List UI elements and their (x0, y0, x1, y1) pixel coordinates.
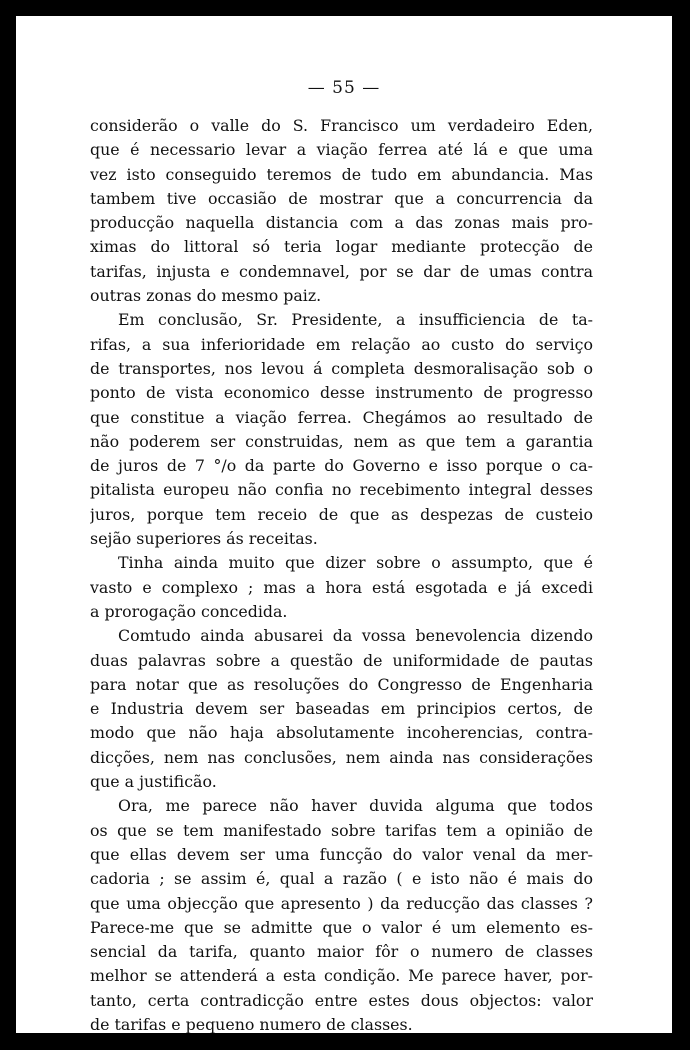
text-line: Tinha ainda muito que dizer sobre o assumpto, que é (118, 553, 593, 573)
text-line: Ora, me parece não haver duvida alguma que todos (118, 796, 593, 816)
paragraph (90, 551, 593, 624)
text-line: duas palavras sobre a questão de uniformidade de pautas (90, 650, 593, 670)
text-line: de transportes, nos levou á completa desmoralisação sob o (90, 358, 593, 378)
text-line: os que se tem manifestado sobre tarifas tem a opinião de (90, 820, 593, 840)
text-line: Em conclusão, Sr. Presidente, a insufficiencia de ta- (118, 310, 593, 330)
text-line: modo que não haja absolutamente incoherencias, contra- (90, 723, 593, 743)
text-line: tambem tive occasião de mostrar que a concurrencia da (90, 188, 593, 208)
text-line: rifas, a sua inferioridade em relação ao custo do serviço (90, 334, 593, 354)
page-number: — 55 — (307, 78, 381, 98)
text-line: pitalista europeu não confia no recebimento integral desses (90, 480, 593, 500)
text-line: para notar que as resoluções do Congresso de Engenharia (90, 674, 593, 694)
paragraph (90, 114, 593, 308)
text-line: melhor se attenderá a esta condição. Me parece haver, por- (90, 966, 593, 986)
book-page (16, 16, 672, 1033)
body-text (90, 114, 593, 1033)
text-line: sejão superiores ás receitas. (90, 529, 318, 549)
paragraph (90, 794, 593, 1033)
text-line: e Industria devem ser baseadas em principios certos, de (90, 699, 593, 719)
text-line: dicções, nem nas conclusões, nem ainda nas considerações (90, 747, 593, 767)
text-line: vez isto conseguido teremos de tudo em abundancia. Mas (90, 164, 593, 184)
text-line: de juros de 7 °/o da parte do Governo e isso porque o ca- (90, 456, 593, 476)
text-line: outras zonas do mesmo paiz. (90, 286, 322, 306)
paragraph (90, 624, 593, 794)
text-line: que uma objecção que apresento ) da reducção das classes ? (90, 893, 593, 913)
text-line: ponto de vista economico desse instrumento de progresso (90, 383, 593, 403)
text-line: de tarifas e pequeno numero de classes. (90, 1014, 413, 1033)
text-line: cadoria ; se assim é, qual a razão ( e isto não é mais do (90, 869, 593, 889)
text-line: sencial da tarifa, quanto maior fôr o numero de classes (90, 942, 593, 962)
text-line: Parece-me que se admitte que o valor é um elemento es- (90, 917, 593, 937)
paragraph (90, 308, 593, 551)
text-line: a prorogação concedida. (90, 601, 288, 621)
text-line: ximas do littoral só teria logar mediante protecção de (90, 237, 593, 257)
text-line: juros, porque tem receio de que as despezas de custeio (90, 504, 593, 524)
text-line: producção naquella distancia com a das zonas mais pro- (90, 213, 593, 233)
text-line: que ellas devem ser uma funcção do valor venal da mer- (90, 844, 593, 864)
text-line: considerão o valle do S. Francisco um verdadeiro Eden, (90, 116, 593, 135)
text-line: Comtudo ainda abusarei da vossa benevolencia dizendo (118, 626, 593, 646)
text-line: que é necessario levar a viação ferrea até lá e que uma (90, 140, 593, 160)
text-line: que constitue a viação ferrea. Chegámos ao resultado de (90, 407, 593, 427)
text-line: vasto e complexo ; mas a hora está esgotada e já excedi (90, 577, 593, 597)
text-line: tarifas, injusta e condemnavel, por se dar de umas contra (90, 261, 593, 281)
text-line: tanto, certa contradicção entre estes dous objectos: valor (90, 990, 593, 1010)
text-line: não poderem ser construidas, nem as que tem a garantia (90, 431, 593, 451)
text-line: que a justificão. (90, 772, 217, 792)
